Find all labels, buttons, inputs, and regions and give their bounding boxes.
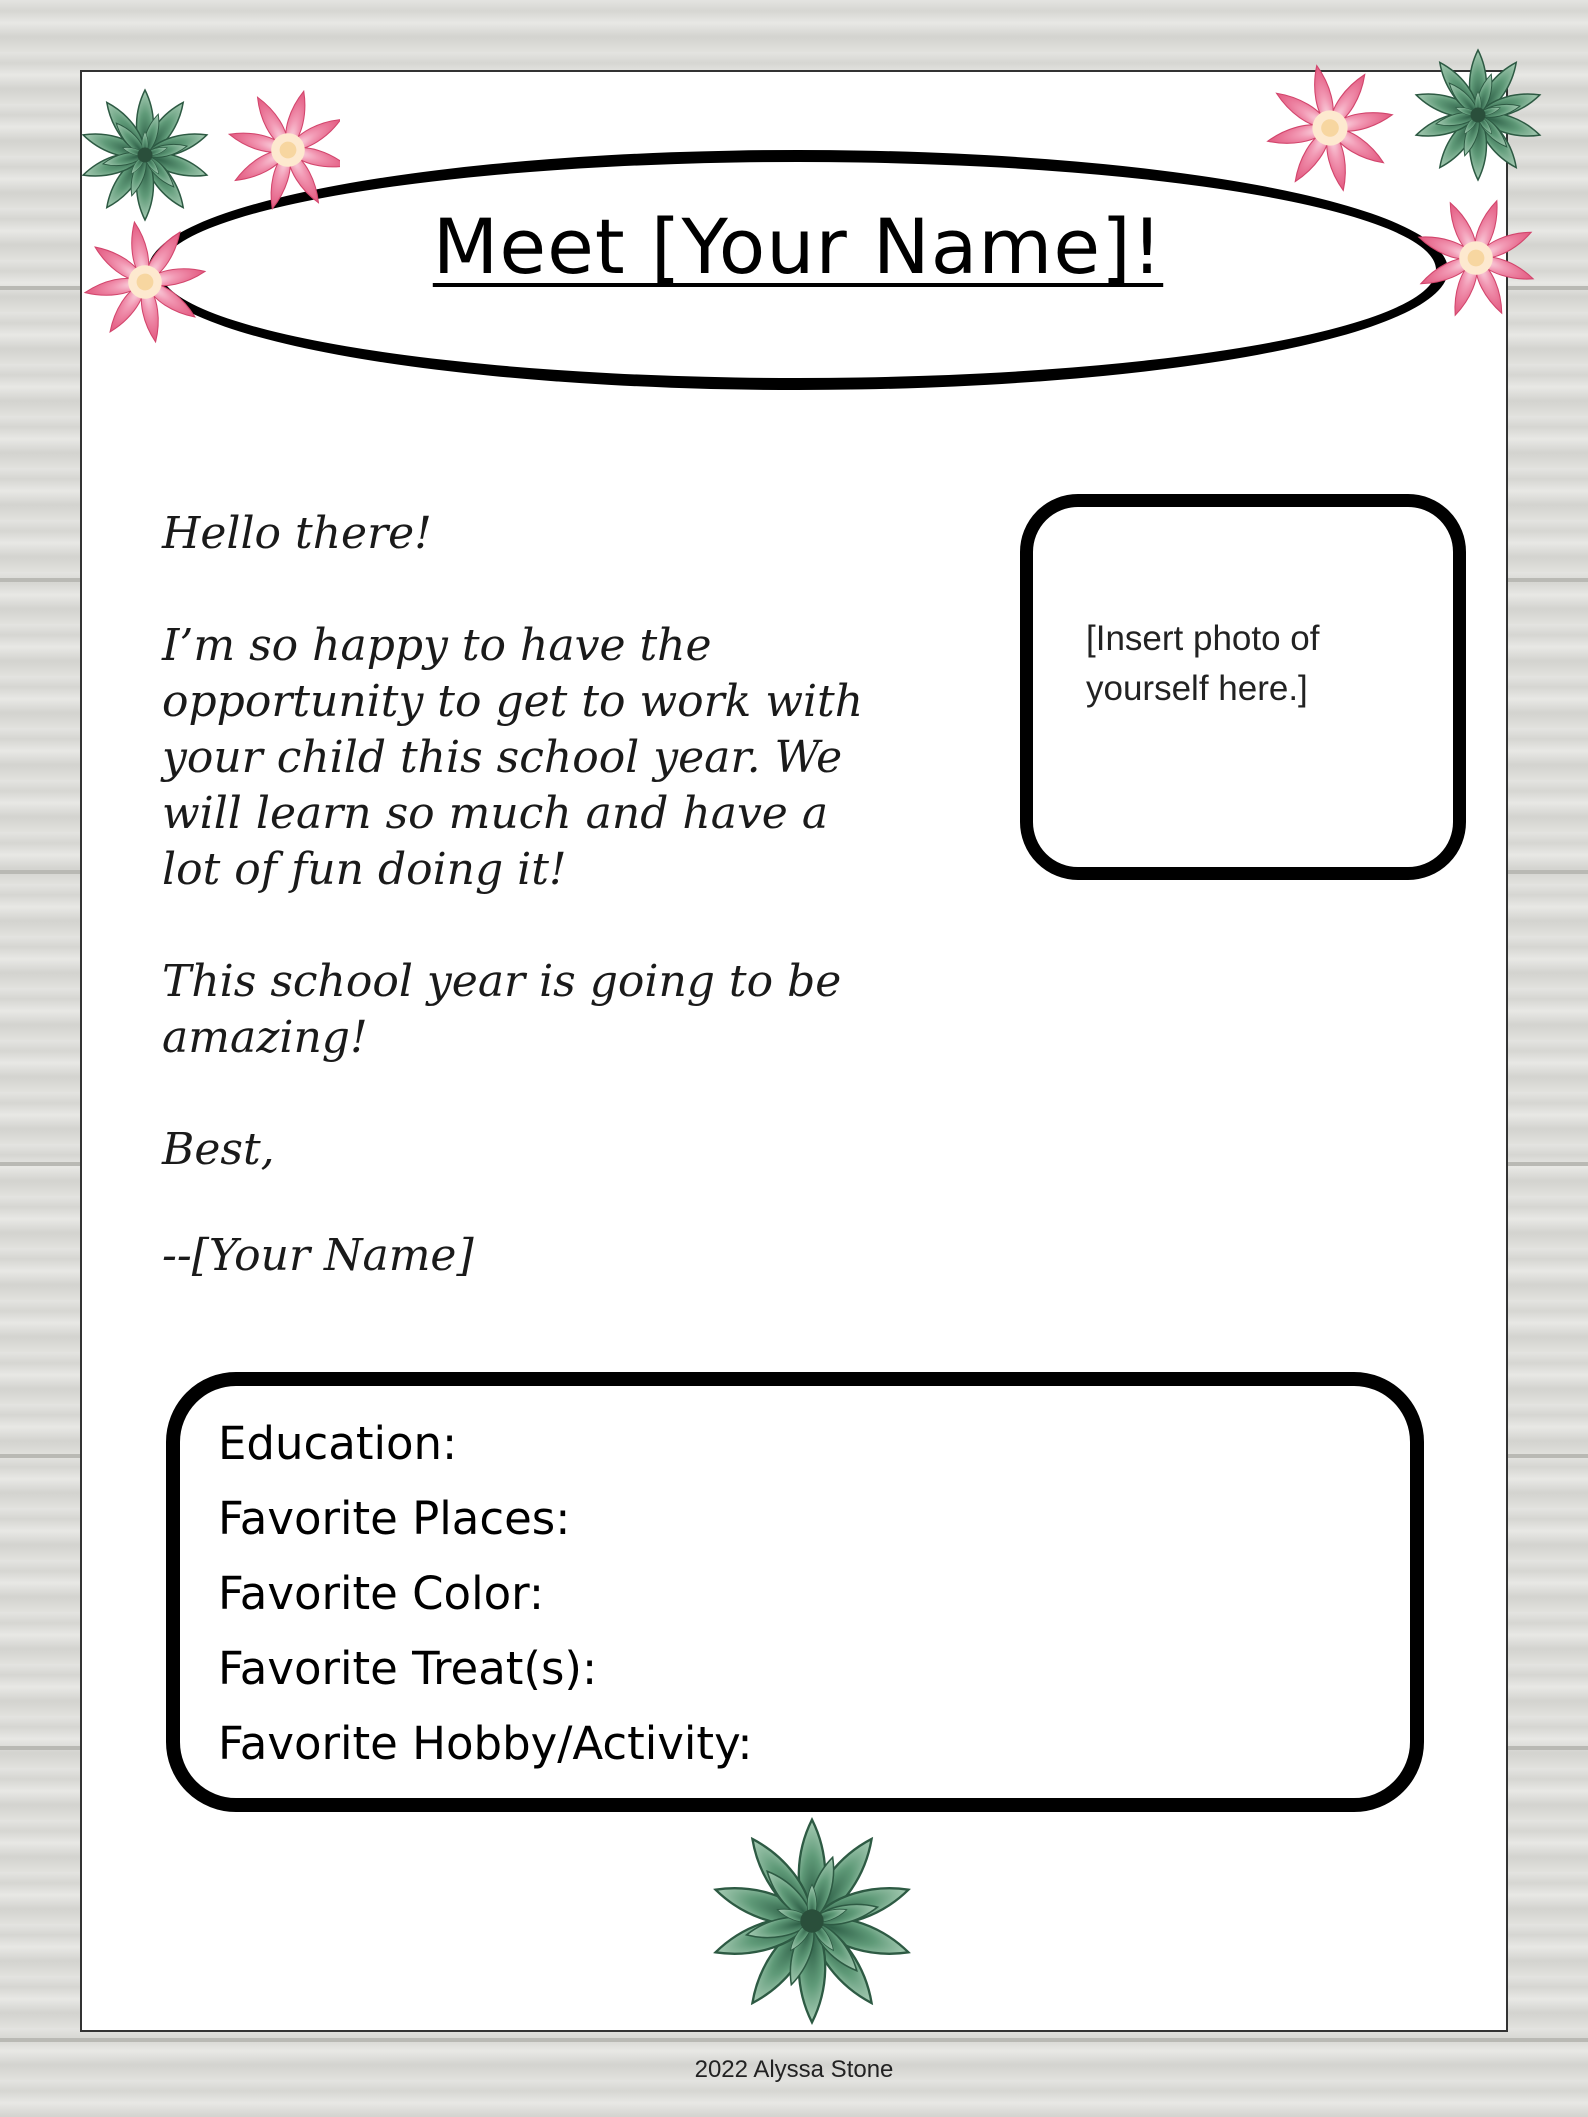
photo-placeholder-line: yourself here.] bbox=[1086, 669, 1308, 708]
info-item-favorite-places: Favorite Places: bbox=[218, 1492, 571, 1545]
copyright-footer: 2022 Alyssa Stone bbox=[694, 2056, 894, 2083]
info-item-favorite-hobby: Favorite Hobby/Activity: bbox=[218, 1717, 753, 1770]
info-item-favorite-treats: Favorite Treat(s): bbox=[218, 1642, 598, 1695]
paragraph-line: your child this school year. We bbox=[162, 732, 843, 783]
pink-flower-icon bbox=[213, 75, 340, 224]
info-item-education: Education: bbox=[218, 1417, 458, 1470]
spacer bbox=[162, 562, 982, 618]
paragraph-line: amazing! bbox=[162, 1012, 368, 1063]
top-right-floral-decoration bbox=[1248, 20, 1568, 340]
info-item-favorite-color: Favorite Color: bbox=[218, 1567, 544, 1620]
succulent-icon bbox=[81, 90, 210, 220]
succulent-icon bbox=[1414, 50, 1543, 180]
succulent-icon bbox=[711, 1820, 912, 2023]
paragraph-line: will learn so much and have a bbox=[162, 788, 829, 839]
pink-flower-icon bbox=[74, 211, 215, 352]
letter-body bbox=[162, 506, 982, 1284]
paragraph-line: lot of fun doing it! bbox=[162, 844, 567, 895]
bottom-succulent-decoration bbox=[682, 1796, 942, 2046]
page-title: Meet [Your Name]! bbox=[432, 202, 1164, 291]
spacer bbox=[162, 898, 982, 954]
spacer bbox=[162, 1066, 982, 1122]
about-me-list bbox=[218, 1406, 753, 1781]
photo-placeholder-text bbox=[1086, 614, 1406, 714]
signature: --[Your Name] bbox=[162, 1230, 474, 1281]
paragraph-line: opportunity to get to work with bbox=[162, 676, 864, 727]
closing: Best, bbox=[162, 1124, 275, 1175]
paragraph-line: I’m so happy to have the bbox=[162, 620, 712, 671]
pink-flower-icon bbox=[1254, 52, 1405, 203]
greeting: Hello there! bbox=[162, 508, 432, 559]
photo-placeholder-line: [Insert photo of bbox=[1086, 619, 1320, 658]
pink-flower-icon bbox=[1398, 180, 1554, 336]
top-left-floral-decoration bbox=[20, 30, 340, 360]
spacer bbox=[162, 1178, 982, 1228]
paragraph-line: This school year is going to be bbox=[162, 956, 842, 1007]
